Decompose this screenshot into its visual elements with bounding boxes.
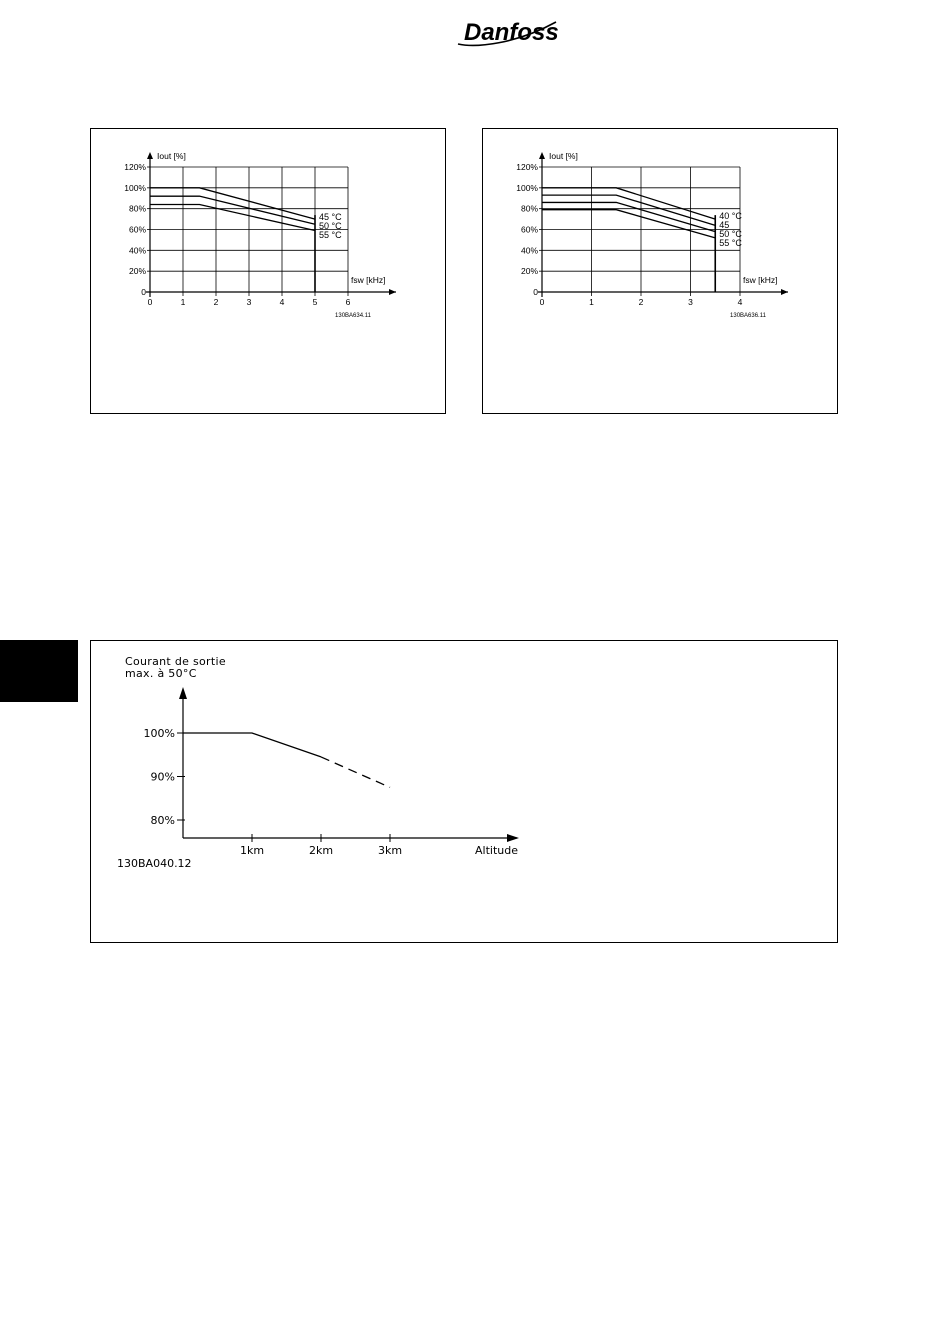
- x-axis-arrow: [389, 289, 396, 295]
- x-axis-label: Altitude: [475, 844, 518, 857]
- y-axis-label: Iout [%]: [157, 151, 186, 161]
- logo-wordmark: Danfoss: [464, 19, 559, 46]
- x-tick-label: 2: [213, 297, 219, 307]
- series-label: 55 °C: [319, 230, 342, 241]
- series-label: 50 °C: [719, 229, 742, 240]
- x-axis-label: fsw [kHz]: [351, 275, 386, 285]
- series-line: [150, 196, 315, 224]
- y-tick-label: 20%: [128, 266, 146, 277]
- y-tick-label: 0: [533, 287, 538, 297]
- series-line-dashed: [321, 757, 390, 787]
- derating-chart-panel-2: [482, 128, 838, 414]
- chapter-side-tab: [0, 640, 78, 702]
- series-label: 50 °C: [319, 221, 342, 232]
- y-axis-label: Courant de sortie: [125, 655, 226, 668]
- y-tick-label: 120%: [516, 162, 538, 172]
- series-line: [542, 188, 715, 219]
- y-axis-label: Iout [%]: [549, 151, 578, 161]
- derating-chart-2: [483, 129, 837, 413]
- y-axis-label: max. à 50°C: [125, 667, 197, 680]
- series-line: [183, 733, 321, 757]
- y-tick-label: 60%: [128, 224, 146, 235]
- x-axis-label: fsw [kHz]: [743, 275, 778, 285]
- danfoss-logo-graphic: [456, 14, 560, 52]
- x-axis-arrow: [781, 289, 788, 295]
- series-line: [150, 188, 315, 219]
- y-axis-arrow: [147, 152, 153, 159]
- y-tick-label: 20%: [520, 266, 538, 277]
- x-tick-label: 2km: [308, 844, 334, 857]
- y-tick-label: 90%: [150, 770, 175, 784]
- series-label: 45 °C: [319, 212, 342, 223]
- danfoss-logo: [456, 14, 560, 52]
- altitude-derating-panel: [90, 640, 838, 943]
- altitude-derating-chart: [91, 641, 837, 942]
- x-tick-label: 3: [246, 297, 252, 307]
- y-tick-label: 40%: [520, 245, 538, 256]
- x-tick-label: 5: [312, 297, 318, 307]
- x-tick-label: 3km: [377, 844, 403, 857]
- x-axis-arrow: [507, 834, 519, 842]
- y-axis-arrow: [179, 687, 187, 699]
- y-tick-label: 80%: [128, 203, 146, 214]
- y-tick-label: 60%: [520, 224, 538, 235]
- y-tick-label: 40%: [128, 245, 146, 256]
- x-tick-label: 0: [539, 297, 545, 307]
- series-label: 55 °C: [719, 238, 742, 249]
- y-tick-label: 120%: [124, 162, 146, 172]
- y-tick-label: 80%: [520, 203, 538, 214]
- x-tick-label: 1km: [239, 844, 265, 857]
- derating-chart-1: [91, 129, 445, 413]
- y-tick-label: 100%: [516, 182, 538, 193]
- x-tick-label: 2: [638, 297, 644, 307]
- y-tick-label: 100%: [143, 727, 175, 740]
- y-axis-arrow: [539, 152, 545, 159]
- x-tick-label: 0: [147, 297, 153, 307]
- figure-code: 130BA636.11: [730, 313, 766, 319]
- x-tick-label: 4: [737, 297, 743, 307]
- y-tick-label: 80%: [150, 814, 175, 827]
- y-tick-label: 0: [141, 287, 146, 297]
- series-label: 40 °C: [719, 211, 742, 222]
- x-tick-label: 4: [279, 297, 285, 307]
- y-tick-label: 100%: [124, 182, 146, 193]
- x-tick-label: 1: [589, 297, 594, 307]
- series-label: 45: [719, 220, 730, 231]
- x-tick-label: 3: [688, 297, 693, 307]
- x-tick-label: 1: [180, 297, 186, 307]
- derating-chart-panel-1: [90, 128, 446, 414]
- figure-code: 130BA040.12: [117, 857, 192, 870]
- figure-code: 130BA634.11: [335, 313, 371, 319]
- x-tick-label: 6: [345, 297, 351, 307]
